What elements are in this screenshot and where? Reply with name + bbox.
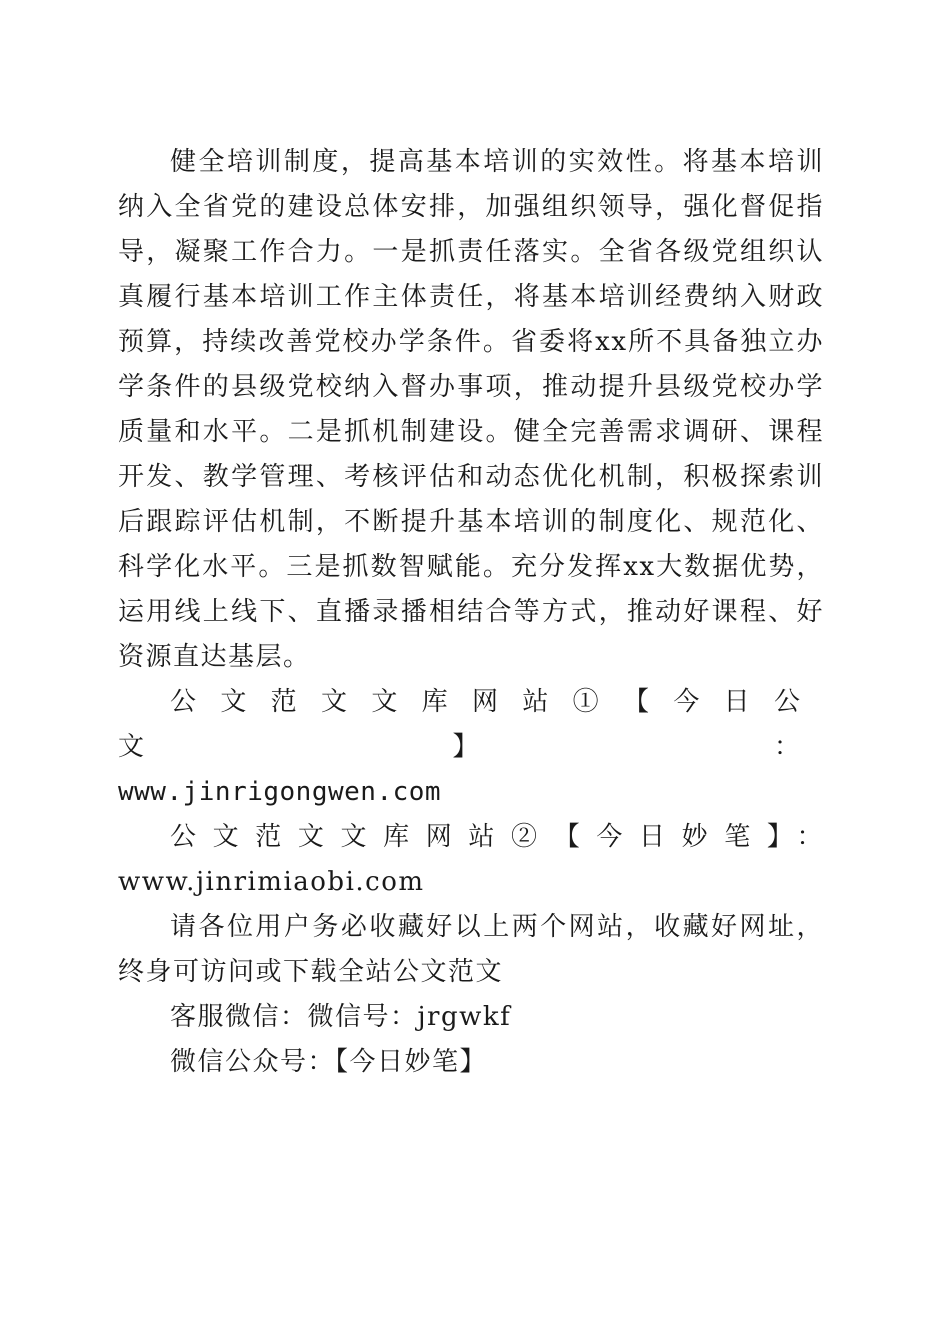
site1-url: www.jinrigongwen.com: [118, 777, 442, 807]
wechat-public-line: 微信公众号：【今日妙笔】: [170, 1047, 488, 1077]
document-body: [118, 140, 824, 1085]
body-paragraph: 健全培训制度，提高基本培训的实效性。将基本培训纳入全省党的建设总体安排，加强组织领导，强化督促指导，凝聚工作合力。一是抓责任落实。全省各级党组织认真履行基本培训工作主体责任，将基本培训经费纳入财政预算，持续改善党校办学条件。省委将xx所不具备独立办学条件的县级党校纳入督办事项，推动提升县级党校办学质量和水平。二是抓机制建设。健全完善需求调研、课程开发、教学管理、考核评估和动态优化机制，积极探索训后跟踪评估机制，不断提升基本培训的制度化、规范化、科学化水平。三是抓数智赋能。充分发挥xx大数据优势，运用线上线下、直播录播相结合等方式，推动好课程、好资源直达基层。: [118, 147, 824, 672]
site2-line: 公文范文文库网站②【今日妙笔】：www.jinrimiaobi.com: [118, 822, 824, 897]
wechat-service-line: 客服微信：微信号：jrgwkf: [170, 1002, 512, 1032]
site1-label: 公文范文文库网站①【今日公文】：: [118, 687, 824, 762]
notice-paragraph: 请各位用户务必收藏好以上两个网站，收藏好网址，终身可访问或下载全站公文范文: [118, 912, 824, 987]
